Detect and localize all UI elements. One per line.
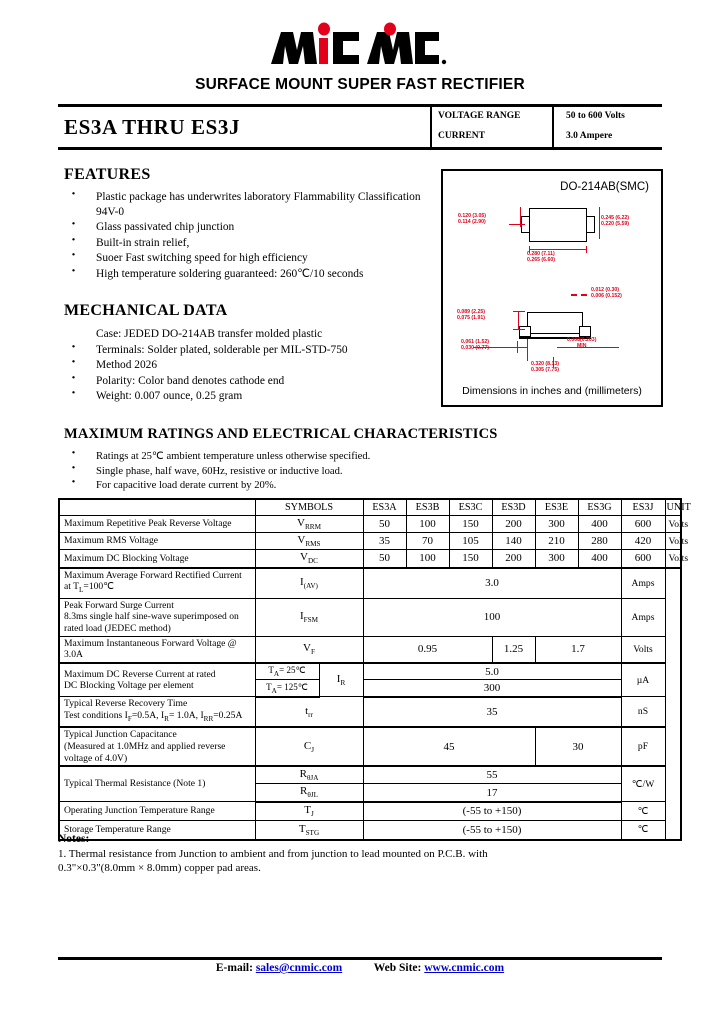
ratings-heading: MAXIMUM RATINGS AND ELECTRICAL CHARACTERISTICS bbox=[64, 426, 498, 442]
row-desc: Maximum RMS Voltage bbox=[59, 533, 255, 550]
package-lead-right-topview bbox=[586, 216, 595, 233]
specifications-table bbox=[58, 498, 691, 841]
logo-icon bbox=[267, 22, 447, 68]
part-number-range: ES3A THRU ES3J bbox=[64, 114, 241, 139]
row-symbol: $I_R$ bbox=[319, 663, 363, 697]
cell-unit: ℃ bbox=[621, 821, 665, 840]
cell-value: 30 bbox=[535, 727, 621, 766]
cell-value: 280 bbox=[578, 533, 621, 550]
row-symbol: $T_{STG}$ bbox=[255, 821, 363, 840]
notes-section bbox=[58, 832, 678, 876]
header-es3a: ES3A bbox=[363, 499, 406, 516]
dimension-lead-thickness: 0.012 (0.30) 0.006 (0.152) bbox=[591, 287, 622, 300]
title-bar bbox=[58, 104, 662, 150]
website-link[interactable]: www.cnmic.com bbox=[424, 962, 505, 974]
dimension-line bbox=[520, 207, 521, 227]
dimension-height: 0.089 (2.25) 0.075 (1.91) bbox=[457, 309, 485, 322]
company-logo bbox=[0, 22, 720, 75]
header-es3e: ES3E bbox=[535, 499, 578, 516]
email-label: E-mail: bbox=[215, 962, 253, 974]
cell-value: (-55 to +150) bbox=[363, 821, 621, 840]
cell-value: 3.0 bbox=[363, 568, 621, 599]
cell-value: 140 bbox=[492, 533, 535, 550]
footer bbox=[58, 962, 662, 974]
list-item: · High temperature soldering guaranteed: 260℃/10 seconds bbox=[64, 267, 434, 282]
cell-unit: ℃ bbox=[621, 802, 665, 821]
table-row-vf bbox=[59, 636, 681, 663]
row-symbol: $R_{\theta JL}$ bbox=[255, 784, 363, 802]
row-desc: Operating Junction Temperature Range bbox=[59, 802, 255, 821]
current-value: 3.0 Ampere bbox=[566, 131, 613, 141]
row-desc: Storage Temperature Range bbox=[59, 821, 255, 840]
row-desc: Typical Reverse Recovery Time Test conditions $I_F=0.5A$, $I_R= 1.0A$, $I_{RR}=0.25A$ bbox=[59, 697, 255, 728]
dimension-line bbox=[599, 207, 600, 239]
table-row bbox=[59, 533, 681, 550]
cell-unit: Volts bbox=[665, 516, 681, 533]
logo-mark bbox=[267, 22, 453, 75]
dimension-body-length: 0.280 (7.11) 0.265 (6.60) bbox=[527, 251, 555, 264]
cell-value: 300 bbox=[363, 680, 621, 697]
list-item: · Glass passivated chip junction bbox=[64, 220, 434, 235]
row-desc: Maximum DC Reverse Current at rated DC Blocking Voltage per element bbox=[59, 663, 255, 697]
list-item: · Ratings at 25℃ ambient temperature unless otherwise specified. bbox=[64, 450, 504, 464]
ratings-conditions-list bbox=[64, 450, 504, 494]
table-row-tj bbox=[59, 802, 681, 821]
dimension-line bbox=[513, 311, 525, 312]
features-heading: FEATURES bbox=[64, 166, 151, 183]
list-item: · Suoer Fast switching speed for high efficiency bbox=[64, 251, 434, 266]
row-symbol: $V_F$ bbox=[255, 636, 363, 663]
cell-value: 400 bbox=[578, 550, 621, 568]
cell-value: 100 bbox=[406, 516, 449, 533]
dimension-line bbox=[571, 294, 577, 296]
email-link[interactable]: sales@cnmic.com bbox=[255, 962, 343, 974]
notes-heading: Notes: bbox=[58, 833, 90, 845]
rating-values bbox=[552, 107, 662, 147]
cell-condition: $T_A=$ 125℃ bbox=[255, 680, 319, 697]
cell-unit: ℃/W bbox=[621, 766, 665, 801]
dimension-line bbox=[513, 329, 525, 330]
cell-value: 600 bbox=[621, 516, 665, 533]
table-row-trr bbox=[59, 697, 681, 728]
table-row-cj bbox=[59, 727, 681, 766]
cell-value: 420 bbox=[621, 533, 665, 550]
row-symbol: $t_{rr}$ bbox=[255, 697, 363, 728]
cell-unit: Volts bbox=[665, 550, 681, 568]
features-list bbox=[64, 190, 434, 283]
row-symbol: $I_{(AV)}$ bbox=[255, 568, 363, 599]
header-es3b: ES3B bbox=[406, 499, 449, 516]
cell-value: 70 bbox=[406, 533, 449, 550]
cell-value: 210 bbox=[535, 533, 578, 550]
list-item: · Weight: 0.007 ounce, 0.25 gram bbox=[64, 389, 444, 404]
cell-value: 50 bbox=[363, 516, 406, 533]
row-desc: Typical Thermal Resistance (Note 1) bbox=[59, 766, 255, 801]
voltage-range-label: VOLTAGE RANGE bbox=[438, 111, 521, 122]
cell-value: 1.7 bbox=[535, 636, 621, 663]
package-type-label: DO-214AB(SMC) bbox=[560, 181, 649, 193]
document-subtitle: SURFACE MOUNT SUPER FAST RECTIFIER bbox=[195, 76, 525, 93]
cell-value: 105 bbox=[449, 533, 492, 550]
mechanical-data-heading: MECHANICAL DATA bbox=[64, 302, 228, 319]
list-item: · For capacitive load derate current by 20%. bbox=[64, 479, 504, 493]
table-row bbox=[59, 516, 681, 533]
header-es3j: ES3J bbox=[621, 499, 665, 516]
cell-value: 55 bbox=[363, 766, 621, 784]
cell-unit: Amps bbox=[621, 598, 665, 636]
cell-unit: Volts bbox=[621, 636, 665, 663]
list-item: · Method 2026 bbox=[64, 358, 444, 373]
note-line-2: 0.3"×0.3"(8.0mm × 8.0mm) copper pad areas. bbox=[58, 862, 261, 874]
dimension-foot-length: 0.061 (1.52) 0.030 (0.77) bbox=[461, 339, 489, 352]
header-unit: UNIT bbox=[665, 499, 681, 516]
cell-value: 300 bbox=[535, 550, 578, 568]
row-desc: Maximum Average Forward Rectified Current at $T_L=100℃$ bbox=[59, 568, 255, 599]
package-foot-left bbox=[519, 326, 531, 337]
list-item: Case: JEDED DO-214AB transfer molded plastic bbox=[96, 328, 323, 340]
list-item: · Polarity: Color band denotes cathode end bbox=[64, 374, 444, 389]
cell-value: 400 bbox=[578, 516, 621, 533]
row-symbol: $C_J$ bbox=[255, 727, 363, 766]
cell-value: 35 bbox=[363, 533, 406, 550]
table-row-avg-current bbox=[59, 568, 681, 599]
current-label: CURRENT bbox=[438, 131, 485, 141]
footer-divider bbox=[58, 957, 662, 960]
cell-value: 1.25 bbox=[492, 636, 535, 663]
dimension-overall-length: 0.320 (8.13) 0.305 (7.75) bbox=[531, 361, 559, 374]
row-desc: Maximum Instantaneous Forward Voltage @ 3.0A bbox=[59, 636, 255, 663]
note-line-1: 1. Thermal resistance from Junction to ambient and from junction to lead mounted on P.C.B. with bbox=[58, 847, 488, 860]
row-desc: Maximum DC Blocking Voltage bbox=[59, 550, 255, 568]
package-foot-right bbox=[579, 326, 591, 337]
list-item: · Terminals: Solder plated, solderable per MIL-STD-750 bbox=[64, 343, 444, 358]
table-header-row bbox=[59, 499, 681, 516]
package-outline-drawing bbox=[441, 169, 663, 407]
cell-value: 50 bbox=[363, 550, 406, 568]
cell-value: 150 bbox=[449, 516, 492, 533]
header-blank bbox=[59, 499, 255, 516]
cell-value: 150 bbox=[449, 550, 492, 568]
cell-condition: $T_A=$ 25℃ bbox=[255, 663, 319, 680]
header-es3c: ES3C bbox=[449, 499, 492, 516]
row-desc: Typical Junction Capacitance (Measured at 1.0MHz and applied reverse voltage of 4.0V) bbox=[59, 727, 255, 766]
package-caption: Dimensions in inches and (millimeters) bbox=[462, 385, 642, 397]
row-symbol: $V_{DC}$ bbox=[255, 550, 363, 568]
list-item: · Single phase, half wave, 60Hz, resistive or inductive load. bbox=[64, 465, 504, 479]
table-row-reverse-current bbox=[59, 663, 681, 680]
voltage-range-value: 50 to 600 Volts bbox=[566, 111, 625, 122]
row-symbol: $V_{RMS}$ bbox=[255, 533, 363, 550]
cell-value: 100 bbox=[363, 598, 621, 636]
dimension-line bbox=[527, 339, 528, 361]
list-item: · Plastic package has underwrites laboratory Flammability Classification 94V-0 bbox=[64, 190, 434, 219]
cell-unit: pF bbox=[621, 727, 665, 766]
table-row bbox=[59, 550, 681, 568]
list-item: · Built-in strain relief, bbox=[64, 236, 434, 251]
cell-value: 17 bbox=[363, 784, 621, 802]
cell-value: 100 bbox=[406, 550, 449, 568]
header-symbols: SYMBOLS bbox=[255, 499, 363, 516]
row-symbol: $I_{FSM}$ bbox=[255, 598, 363, 636]
package-body-sideview bbox=[527, 312, 583, 334]
dimension-line bbox=[518, 311, 519, 330]
cell-unit: Volts bbox=[665, 533, 681, 550]
header-es3d: ES3D bbox=[492, 499, 535, 516]
cell-value: 35 bbox=[363, 697, 621, 728]
mechanical-data-list bbox=[64, 327, 444, 405]
row-desc: Maximum Repetitive Peak Reverse Voltage bbox=[59, 516, 255, 533]
row-symbol: $R_{\theta JA}$ bbox=[255, 766, 363, 784]
package-body-topview bbox=[529, 208, 587, 242]
row-desc: Peak Forward Surge Current 8.3ms single half sine-wave superimposed on rated load (JEDEC method) bbox=[59, 598, 255, 636]
cell-value: 200 bbox=[492, 516, 535, 533]
dimension-line bbox=[581, 294, 587, 296]
dimension-body-width: 0.245 (6.22) 0.220 (5.59) bbox=[601, 215, 629, 228]
table-row-thermal-ja bbox=[59, 766, 681, 784]
cell-value: 600 bbox=[621, 550, 665, 568]
table-row-surge bbox=[59, 598, 681, 636]
dimension-line bbox=[509, 224, 525, 225]
cell-unit: µA bbox=[621, 663, 665, 697]
cell-unit: Amps bbox=[621, 568, 665, 599]
dimension-line bbox=[529, 249, 587, 250]
header-es3g: ES3G bbox=[578, 499, 621, 516]
cell-value: 200 bbox=[492, 550, 535, 568]
row-symbol: $V_{RRM}$ bbox=[255, 516, 363, 533]
dimension-line bbox=[517, 341, 518, 353]
dimension-standoff: 0.008(0.203) MIN bbox=[567, 337, 597, 350]
cell-value: 300 bbox=[535, 516, 578, 533]
rating-labels bbox=[430, 107, 552, 147]
dimension-left-lead: 0.120 (3.05) 0.114 (2.90) bbox=[458, 213, 486, 226]
cell-value: 5.0 bbox=[363, 663, 621, 680]
cell-value: 45 bbox=[363, 727, 535, 766]
cell-value: (-55 to +150) bbox=[363, 802, 621, 821]
cell-unit: nS bbox=[621, 697, 665, 728]
website-label: Web Site: bbox=[373, 962, 422, 974]
row-symbol: $T_J$ bbox=[255, 802, 363, 821]
cell-value: 0.95 bbox=[363, 636, 492, 663]
